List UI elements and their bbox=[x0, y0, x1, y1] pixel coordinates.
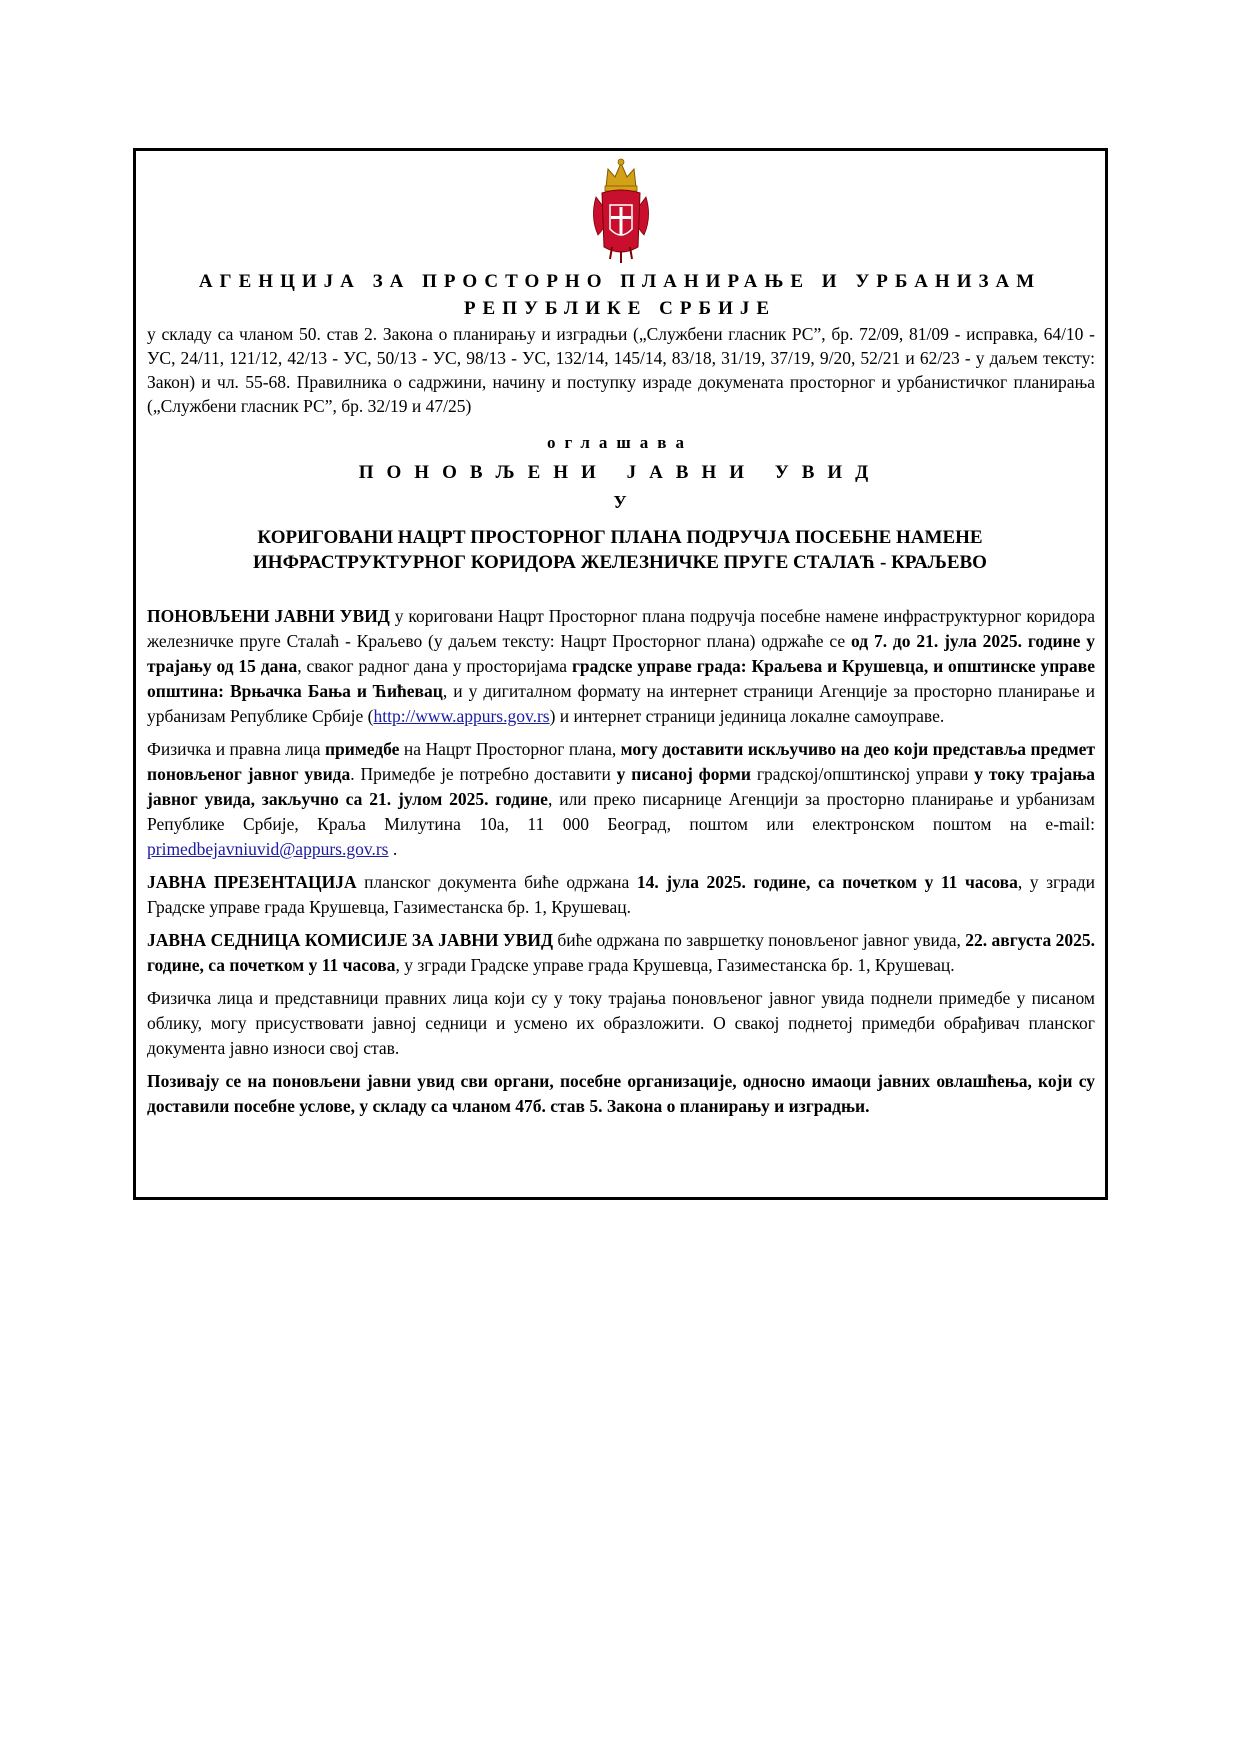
inspection-locations: градске управе града: Краљева и Крушевца, и општинске управе општина: Врњачка Бања и Ћићевац bbox=[147, 656, 1095, 701]
inspection-paragraph bbox=[147, 604, 1095, 729]
text-span: биће одржана по завршетку поновљеног јавног увида, bbox=[553, 930, 966, 950]
inspection-lead: ПОНОВЉЕНИ ЈАВНИ УВИД bbox=[147, 606, 390, 626]
text-bold: могу доставити искључиво на део који представља предмет поновљеног јавног увида bbox=[147, 739, 1095, 784]
text-span: градској/општинској управи bbox=[751, 764, 975, 784]
objections-email-link[interactable]: primedbejavniuvid@appurs.gov.rs bbox=[147, 839, 389, 859]
text-span: , сваког радног дана у просторијама bbox=[297, 656, 572, 676]
agency-name-line1: АГЕНЦИЈА ЗА ПРОСТОРНО ПЛАНИРАЊЕ И УРБАНИЗАМ bbox=[198, 271, 1042, 292]
repeated-inspection-heading: ПОНОВЉЕНИ ЈАВНИ УВИД bbox=[358, 462, 882, 483]
announces-label: оглашава bbox=[547, 433, 693, 452]
text-span: . bbox=[388, 839, 398, 859]
text-span: , и у дигиталном формату на интернет страници Агенције за просторно планирање и урбанизам Републике Србије ( bbox=[147, 681, 1095, 726]
presentation-paragraph bbox=[147, 870, 1095, 920]
serbian-coat-of-arms-icon bbox=[588, 157, 654, 265]
inspection-dates: од 7. до 21. јула 2025. године у трајању од 15 дана bbox=[147, 631, 1095, 676]
session-paragraph bbox=[147, 928, 1095, 978]
text-span: планског документа биће одржана bbox=[356, 872, 637, 892]
text-span: , у згради Градске управе града Крушевца, Газиместанска бр. 1, Крушевац. bbox=[395, 955, 955, 975]
text-bold: у писаној форми bbox=[616, 764, 752, 784]
session-date: 22. августа 2025. године, са почетком у 11 часова bbox=[147, 930, 1095, 975]
invitation-text: Позивају се на поновљени јавни увид сви органи, посебне организације, односно имаоци јавних овлашћења, који су доставили посебне услове, у складу са чланом 47б. став 5. Закона о планирању и изградњи. bbox=[147, 1071, 1095, 1116]
notice-body bbox=[147, 604, 1095, 1127]
text-span: , у згради Градске управе града Крушевца, Газиместанска бр. 1, Крушевац. bbox=[147, 872, 1095, 917]
objection-deadline: у току трајања јавног увида, закључно са 21. јулом 2025. године bbox=[147, 764, 1095, 809]
presentation-lead: ЈАВНА ПРЕЗЕНТАЦИЈА bbox=[147, 872, 357, 892]
legal-basis-paragraph: у складу са чланом 50. став 2. Закона о планирању и изградњи („Службени гласник РС”, бр. 72/09, 81/09 - исправка, 64/10 - УС, 24/11, 121/12, 42/13 - УС, 50/13 - УС, 98/13 - УС, 132/14, 145/14, 83/18, 31/19, 37/19, 9/20, 52/21 и 62/23 - у даљем тексту: Закон) и чл. 55-68. Правилника о садржини, начину и поступку израде докумената просторног и урбанистичког планирања („Службени гласник РС”, бр. 32/19 и 47/25) bbox=[147, 324, 1095, 416]
plan-title-line2: ИНФРАСТРУКТУРНОГ КОРИДОРА ЖЕЛЕЗНИЧКЕ ПРУГЕ СТАЛАЋ - КРАЉЕВО bbox=[253, 552, 987, 573]
text-span: . Примедбе је потребно доставити bbox=[350, 764, 617, 784]
plan-title-line1: КОРИГОВАНИ НАЦРТ ПРОСТОРНОГ ПЛАНА ПОДРУЧЈА ПОСЕБНЕ НАМЕНЕ bbox=[257, 527, 983, 548]
preposition-label: У bbox=[613, 492, 627, 512]
objections-paragraph bbox=[147, 737, 1095, 862]
text-bold: примедбе bbox=[324, 739, 400, 759]
text-span: Физичка и правна лица bbox=[147, 739, 325, 759]
agency-name-line2: РЕПУБЛИКЕ СРБИЈЕ bbox=[463, 298, 777, 319]
session-lead: ЈАВНА СЕДНИЦА КОМИСИЈЕ ЗА ЈАВНИ УВИД bbox=[147, 930, 554, 950]
text-span: на Нацрт Просторног плана, bbox=[399, 739, 621, 759]
presentation-date: 14. јула 2025. године, са почетком у 11 часова bbox=[636, 872, 1018, 892]
invitation-paragraph bbox=[147, 1069, 1095, 1119]
text-span: ) и интернет страници јединица локалне самоуправе. bbox=[549, 706, 945, 726]
text-span: , или преко писарнице Агенцији за просторно планирање и урбанизам Републике Србије, Краља Милутина 10а, 11 000 Београд, поштом или електронском поштом на e-mail: bbox=[147, 789, 1095, 834]
attendance-paragraph: Физичка лица и представници правних лица који су у току трајања поновљеног јавног увида поднели примедбе у писаном облику, могу присуствовати јавној седници и усмено их образложити. О свакој поднетој примедби обрађивач планског документа јавно износи свој став. bbox=[147, 988, 1095, 1058]
text-span: у кориговани Нацрт Просторног плана подручја посебне намене инфраструктурног коридора железничке пруге Сталаћ - Краљево (у даљем тексту: Нацрт Просторног плана) одржаће се bbox=[147, 606, 1095, 651]
plan-title bbox=[140, 525, 1100, 575]
agency-website-link[interactable]: http://www.appurs.gov.rs bbox=[373, 706, 550, 726]
